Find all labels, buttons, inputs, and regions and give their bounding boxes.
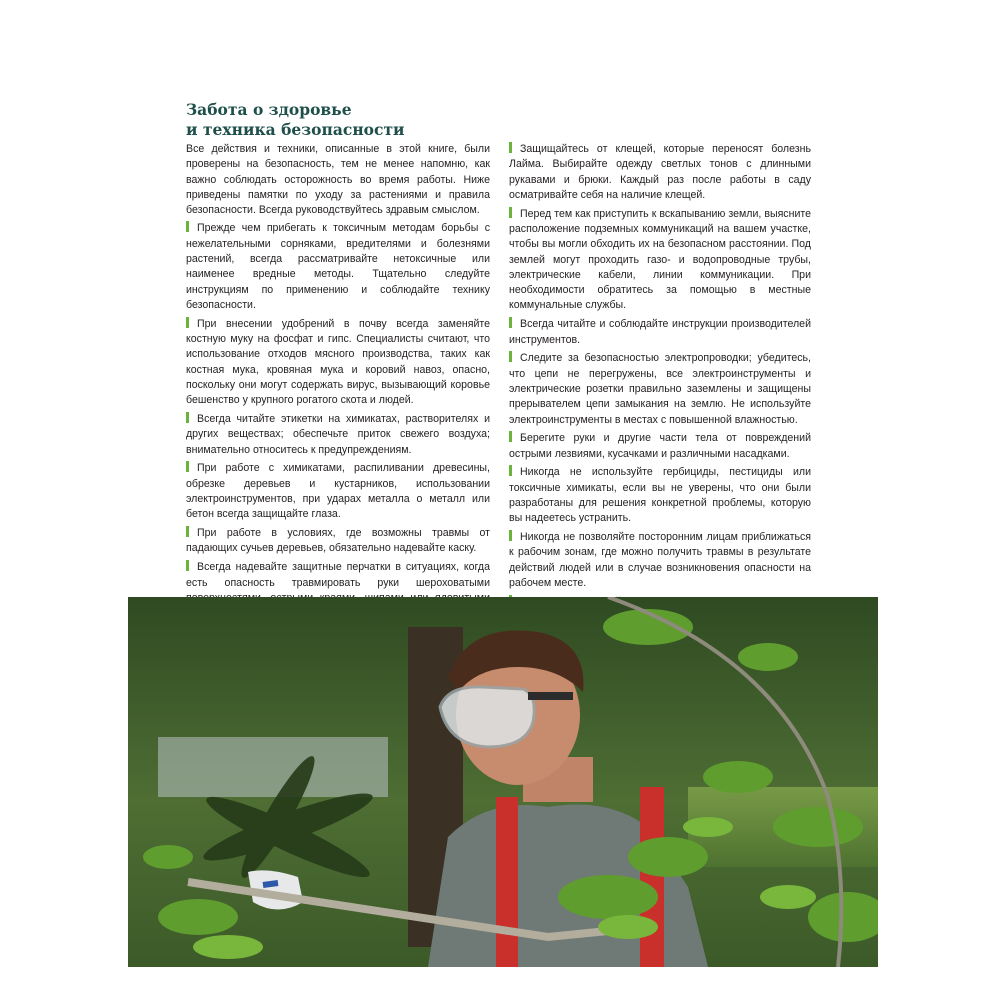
list-item-text: Всегда читайте и соблюдайте инструкции производителей инструментов. (509, 318, 811, 346)
green-bar-bullet-icon (186, 317, 189, 328)
list-item-text: Никогда не позволяйте посторонним лицам приближаться к рабочим зонам, где можно получить травмы в результате действий людей или в случае возникновения опасности на рабочем месте. (509, 531, 811, 590)
list-item (186, 412, 490, 458)
list-item (186, 526, 490, 557)
photo-illustration (128, 597, 878, 967)
list-item-text: Всегда читайте этикетки на химикатах, растворителях и других веществах; обеспечьте приток свежего воздуха; внимательно относитесь к предупреждениям. (186, 413, 490, 456)
list-item-text: Прежде чем прибегать к токсичным методам борьбы с нежелательными сорняками, вредителями и болезнями растений, всегда рассматривайте нетоксичные или наименее вредные методы. Тщательно следуйте инструкциям по применению и соблюдайте технику безопасности. (186, 222, 490, 311)
list-item-text: Никогда не используйте гербициды, пестициды или токсичные химикаты, если вы не уверены, что они были разработаны для решения конкретной проблемы, которую вы надеетесь устранить. (509, 466, 811, 525)
green-bar-bullet-icon (509, 142, 512, 153)
list-item-text: Берегите руки и другие части тела от повреждений острыми лезвиями, кусачками и различными насадками. (509, 432, 811, 460)
green-bar-bullet-icon (509, 530, 512, 541)
right-column (509, 142, 811, 663)
green-bar-bullet-icon (186, 526, 189, 537)
intro-paragraph: Все действия и техники, описанные в этой книге, были проверены на безопасность, тем не менее напомню, как важно соблюдать осторожность во время работы. Ниже приведены памятки по уходу за растениями и правила безопасности. Всегда руководствуйтесь здравым смыслом. (186, 143, 490, 217)
list-item (509, 351, 811, 427)
list-item (509, 465, 811, 526)
list-item-text: При работе в условиях, где возможны травмы от падающих сучьев деревьев, обязательно надевайте каску. (186, 527, 490, 555)
green-bar-bullet-icon (509, 351, 512, 362)
gardener-safety-photo (128, 597, 878, 967)
green-bar-bullet-icon (186, 560, 189, 571)
list-item-text: Защищайтесь от клещей, которые переносят болезнь Лайма. Выбирайте одежду светлых тонов с длинными рукавами и брюки. Каждый раз после работы в саду осматривайте себя на наличие клещей. (509, 143, 811, 201)
green-bar-bullet-icon (509, 207, 512, 218)
list-item (186, 461, 490, 522)
list-item (509, 431, 811, 462)
green-bar-bullet-icon (509, 465, 512, 476)
list-item (509, 317, 811, 348)
left-column (186, 142, 490, 674)
list-item (509, 142, 811, 203)
page-title-line-2: и техника безопасности (186, 120, 405, 139)
green-bar-bullet-icon (509, 317, 512, 328)
list-item (509, 530, 811, 591)
list-item-text: При работе с химикатами, распиливании древесины, обрезке деревьев и кустарников, использовании электроинструментов, при ударах металла о металл или бетон всегда защищайте глаза. (186, 462, 490, 521)
page-title-line-1: Забота о здоровье (186, 100, 352, 119)
green-bar-bullet-icon (509, 431, 512, 442)
list-item (186, 221, 490, 313)
list-item (186, 317, 490, 409)
list-item (509, 207, 811, 314)
green-bar-bullet-icon (186, 221, 189, 232)
list-item-text: Всегда надевайте защитные перчатки в ситуациях, когда есть опасность травмировать руки шероховатыми (186, 561, 490, 589)
green-bar-bullet-icon (186, 412, 189, 423)
list-item-text: Следите за безопасностью электропроводки; убедитесь, что цепи не перегружены, все электроинструменты и электрические розетки правильно заземлены и защищены прерывателем цепи замыкания на землю. Не используйте электроинструменты в местах с повышенной влажностью. (509, 352, 811, 426)
green-bar-bullet-icon (186, 461, 189, 472)
list-item-text: При внесении удобрений в почву всегда заменяйте костную муку на фосфат и гипс. Специалисты считают, что использование отходов мясного производства, таких как костная мука, кровяная мука и коровий навоз, опасно, поскольку они могут содержать вирус, вызывающий коровье бешенство у крупного рогатого скота и людей. (186, 317, 490, 407)
list-item-text: Перед тем как приступить к вскапыванию земли, выясните расположение подземных коммуникаций на вашем участке, чтобы вы могли обходить их на безопасном расстоянии. Под землей могут проходить газо- и водопроводные трубы, электрические кабели, линии коммуникации. При необходимости обратитесь за помощью в местные коммунальные службы. (509, 207, 811, 312)
page-title (186, 100, 506, 140)
